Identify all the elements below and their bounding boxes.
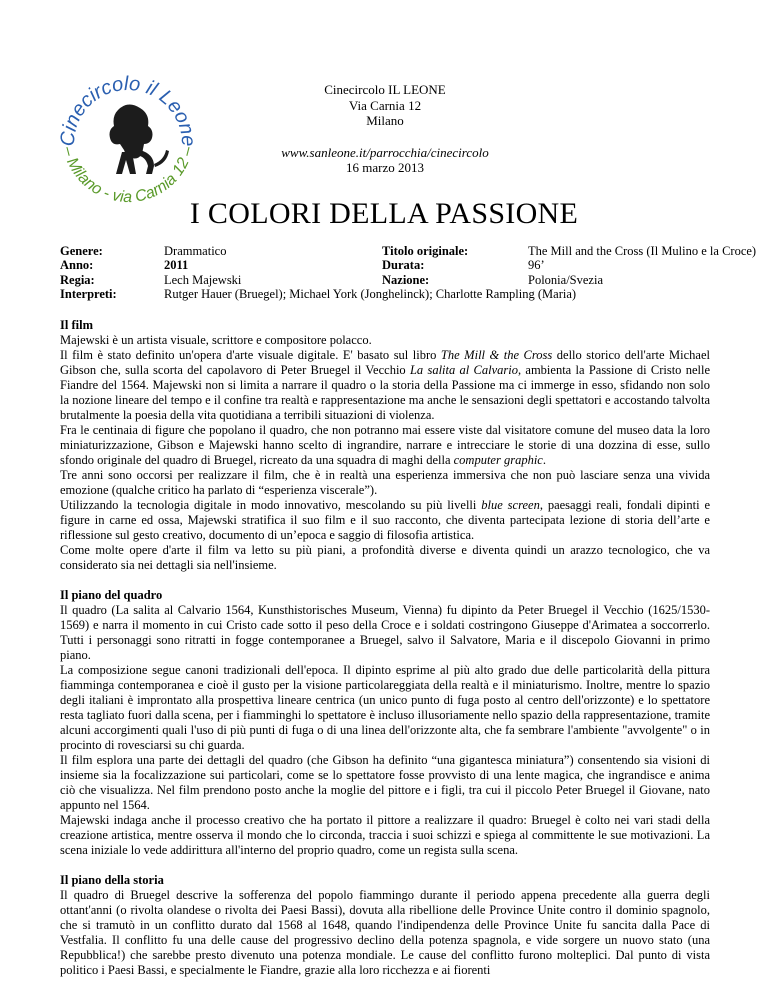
paragraph: Majewski è un artista visuale, scrittore e compositore polacco.	[60, 333, 372, 347]
paragraph: Come molte opere d'arte il film va letto su più piani, a profondità diverse e diventa quindi un arazzo tecnologico, che va considerato sia nei dettagli sia nell'insieme.	[60, 543, 710, 572]
interpreti-value: Rutger Hauer (Bruegel); Michael York (Jonghelinck); Charlotte Rampling (Maria)	[164, 287, 577, 302]
section-storia	[60, 873, 710, 978]
genere-label: Genere:	[60, 244, 103, 258]
paragraph: Majewski indaga anche il processo creativo che ha portato il pittore a realizzare il quadro: Bruegel è colto nei vari stadi della creazione artistica, mentre osserva il mondo che lo circonda, traccia i suoi schizzi e spiega al committente le sue motivazioni. La scena iniziale lo vede addirittura all'interno del proprio quadro, come un regista sulla scena.	[60, 813, 710, 857]
interpreti-label: Interpreti:	[60, 287, 117, 302]
club-name: Cinecircolo IL LEONE	[324, 82, 446, 97]
section-heading: Il film	[60, 318, 93, 332]
club-logo	[56, 66, 200, 210]
section-heading: Il piano del quadro	[60, 588, 163, 602]
article-body	[60, 318, 710, 993]
paragraph: Fra le centinaia di figure che popolano il quadro, che non potranno mai essere viste dal visitatore comune del museo data la loro miniaturizzazione, Gibson e Majewski hanno scelto di ingrandire, narrare e intrecciare le storie di una dozzina di esse, sullo sfondo originale del quadro di Bruegel, ricreato da una squadra di maghi della computer graphic.	[60, 423, 710, 467]
paragraph: Utilizzando la tecnologia digitale in modo innovativo, mescolando su più livelli blue screen, paesaggi reali, fondali dipinti e figure in carne ed ossa, Majewski stratifica il suo film e il suo racconto, che diventa partecipata lezione di storia dell’arte e riflessione sul gesto creativo, documento di un’epoca e saggio di filosofia artistica.	[60, 498, 710, 542]
paragraph: Il quadro di Bruegel descrive la sofferenza del popolo fiammingo durante il periodo appena precedente alla guerra degli ottant'anni (o rivolta olandese o rivolta dei Paesi Bassi), dovuta alla ribellione delle Province Unite contro il dominio spagnolo, che si tramutò in un conflitto durato dal 1568 al 1648, quando l'indipendenza delle Province Unite fu sancita dalla Pace di Vestfalia. Il conflitto fu una delle cause del progressivo declino della potenza spagnola, e vide sorgere un nuovo stato (una Repubblica!) che sarebbe presto divenuto una potenza mondiale. Le cause del conflitto furono molteplici. Dal punto di vista politico i Paesi Bassi, e specialmente le Fiandre, grazie alla loro ricchezza e ai fiorenti	[60, 888, 710, 977]
info-row-anno	[60, 258, 720, 272]
club-street: Via Carnia 12	[348, 97, 422, 113]
info-row-interpreti	[60, 287, 720, 301]
film-info-table	[60, 244, 757, 302]
club-city: Milano	[366, 113, 404, 128]
genere-value: Drammatico	[164, 244, 227, 258]
regia-value: Lech Majewski	[164, 272, 242, 287]
paragraph: La composizione segue canoni tradizionali dell'epoca. Il dipinto esprime al più alto grado due delle particolarità della pittura fiamminga contemporanea e cioè il gusto per la visione particolareggiata della realtà e il miniaturismo. Inoltre, mentre lo spazio degli italiani è improntato alla prospettiva lineare centrica (un unico punto di fuga posto al centro dell'orizzonte) e lo spettatore resta tagliato fuori dalla scena, per i fiamminghi lo spettatore è incluso illusoriamente nello spazio della rappresentazione, tramite alcuni accorgimenti quali l'uso di più punti di fuga o di una linea dell'orizzonte alta, che fa sembrare l'ambiente "avvolgente" o in procinto di rovesciarsi su chi guarda.	[60, 663, 710, 752]
club-website[interactable]: www.sanleone.it/parrocchia/cinecircolo	[281, 144, 489, 160]
document-date: 16 marzo 2013	[346, 160, 424, 175]
paragraph: Il film esplora una parte dei dettagli del quadro (che Gibson ha definito “una gigantesca miniatura”) consentendo sia visioni di insieme sia la focalizzazione sui particolari, come se lo spettatore fosse provvisto di una lente magica, che ingrandisce e anima ciò che visualizza. Nel film prendono posto anche la moglie del pittore e i figli, tra cui il piccolo Peter Bruegel il Giovane, nato appunto nel 1564.	[60, 753, 710, 812]
section-heading: Il piano della storia	[60, 873, 164, 887]
club-header	[240, 82, 530, 176]
titolo-label: Titolo originale:	[382, 244, 469, 258]
paragraph: Tre anni sono occorsi per realizzare il film, che è in realtà una esperienza immersiva che non può lasciare senza una vivida emozione (qualche critico ha parlato di “esperienza viscerale”).	[60, 468, 710, 497]
info-row-regia	[60, 273, 720, 287]
section-quadro	[60, 588, 710, 858]
paragraph: Il film è stato definito un'opera d'arte visuale digitale. E' basato sul libro The Mill & the Cross dello storico dell'arte Michael Gibson che, sulla scorta del capolavoro di Peter Bruegel il Vecchio La salita al Calvario, ambienta la Passione di Cristo nelle Fiandre del 1564. Majewski non si limita a narrare il quadro o la storia della Passione ma ci immerge in esso, sfidando non solo la nozione lineare del tempo e il confine tra realtà e rappresentazione ma anche le sensazioni degli spettatori e accostando talvolta brutalmente la poesia della vita quotidiana a terribili situazioni di violenza.	[60, 348, 711, 422]
durata-value: 96’	[528, 258, 545, 273]
logo-arc-top: Cinecircolo il Leone	[56, 72, 200, 148]
info-row-genere	[60, 244, 757, 258]
nazione-value: Polonia/Svezia	[528, 272, 603, 287]
titolo-value: The Mill and the Cross (Il Mulino e la Croce)	[528, 244, 757, 258]
regia-label: Regia:	[60, 272, 95, 287]
durata-label: Durata:	[382, 258, 425, 273]
nazione-label: Nazione:	[382, 272, 430, 287]
lion-icon	[110, 104, 170, 174]
anno-value: 2011	[164, 258, 189, 273]
film-title: I COLORI DELLA PASSIONE	[189, 197, 579, 230]
logo-arc-bottom: – Milano - via Carnia 12 –	[59, 144, 197, 207]
anno-label: Anno:	[60, 258, 94, 273]
paragraph: Il quadro (La salita al Calvario 1564, Kunsthistorisches Museum, Vienna) fu dipinto da Peter Bruegel il Vecchio (1625/1530-1569) e narra il momento in cui Cristo cade sotto il peso della Croce e i soldati costringono Giuseppe d'Arimatea a soccorrerlo. Tutti i personaggi sono ritratti in fogge contemporanee a Bruegel, salvo il Salvatore, Maria e il discepolo Giovanni in primo piano.	[60, 603, 710, 662]
section-film	[60, 318, 710, 573]
